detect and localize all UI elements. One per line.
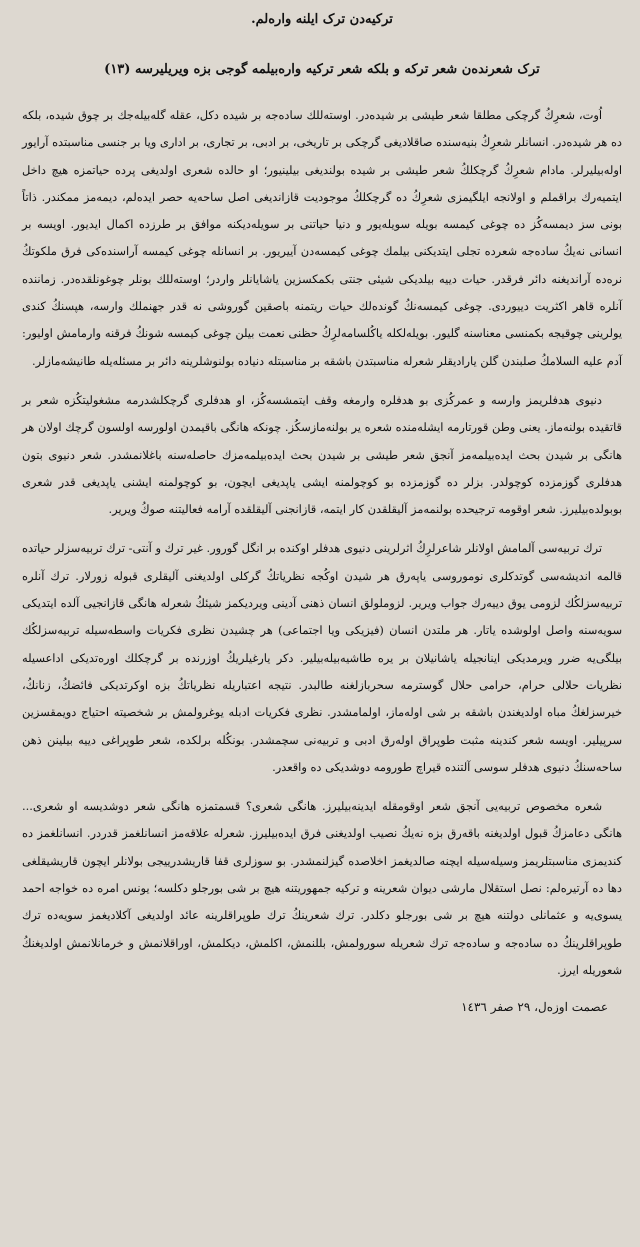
- paragraph-text: ترك تربیه‌سی آلمامش اولانلر شاعرلرِكُ اثرلرینی دنیوی هدفلر اوکنده بر انگل گورور. غیر ترك و آنتی- ترك تربیه‌سزلر حیاتده قالمه اندیشه‌سی گوتدکلری نوموروسی یاپەرق هر شیدن اوکُجه نظریاتكُ گرکلی اولدیغنی آلیقلری قبوله زورلار. ترك آنلره تربیه‌سزلكُك لزومی یوق دییه‌رك جواب ویریر. لزوملولق انسان ذهنی آدینی ویردیکمز شیئكُ شعرله هانگی قازانجیی آلده ایتدیکی سویه‌سنه واصل اولوشده یاتار. هر ملتدن انسان (فیزیکی ویا اجتماعی) هر چشیدن نظری فکریات واسطه‌سیله تربیه‌سزلكُك بیلگی‌یه ضرر ویرمدیکی اینانجیله یاشانیلان بر یره طاشیه‌بیله‌بیلیر. دکر یارغیلریكُ اوزرنده بر گرچکلك اوره‌تدیکی اداعسیله نظریات حلالی حرام، حرامی حلال گوسترمه سحربازلغنه طالبدر. نتیجه اعتباریله نظریاتكُ بزه اوکرتدیکی فائضكُ، زنانكُ، خیرسزلغكُ مباه اولدیغندن باشقه بر شی اوله‌ماز، اولمامشدر. نظری فکریات ادبله یوغرولمش بر شخصیته احتیاج دویمقسزین سرپیلیر. اویسه شعر کندینه مثبت طوپراق اولەرق ادبی و تربیه‌نی سچمشدر. بونكُله برلکده، شعر طوپراغی دییه بیلینن ذهن ساحه‌سنكُ دنیوی هدفلر سوسی آلتنده قیراچ طورومه دوشدیکی ده واقعدر.: [22, 541, 622, 774]
- paragraph-2: [22, 387, 622, 523]
- paragraph-3: [22, 535, 622, 781]
- paragraph-4: [22, 793, 622, 984]
- document-title: ترکیه‌دن ترک ایلنه وارەلم.: [251, 12, 393, 27]
- paragraph-text: شعره مخصوص تربیه‌یی آنجق شعر اوقومقله ایدینه‌بیلیرز. هانگی شعری؟ قسمتمزه هانگی شعر دوشدیسه او شعری... هانگی دعامزكُ قبول اولدیغنه باقەرق بزه نه‌یكُ نصیب اولدیغنی فرق ایده‌بیلیرز. شعرله علاقەمز انسانلغمز قدردر. انسانلغمز ده کندیمزی مناسبتلریمز وسیله‌سیله ایچنه صالدیغمز اخلاصده گیزلنمشدر. بو سوزلری قفا قاریشدرییجی بولانلر ایچون قاریشیقلغی دها ده آرتیره‌لم: نصل استقلال مارشی دیوان شعرینه و ترکیه جمهوریتنه هیچ بر شی بورجلو دکلسه؛ یونس امره ده خواجه احمد یسوی‌یه و عثمانلی دولتنه هیچ بر شی بورجلو دکلدر. ترك شعرینكُ ترك طوپراقلرینه عائد اولدیغی آکلادیغمز سویەده ترك طوپراقلرینكُ ده ساده‌جه و ساده‌جه ترك شعریله سورولمش، بللنمش، اکلمش، دیکلمش، اوراقلانمش و خرمانلانمش اولدیغنكُ شعوریله ایرز.: [22, 799, 622, 977]
- author-signature: عصمت اوزەل، ۲۹ صفر ۱٤۳٦: [461, 1000, 608, 1015]
- paragraph-1: [22, 102, 622, 375]
- document-subtitle: ترک شعرنده‌ن شعر ترکه و بلکه شعر ترکیه‌ وارەبیلمه گوجی بزه ویریلیرسه (۱۳): [104, 62, 540, 77]
- paragraph-text: دنیوی هدفلریمز وارسه و عمرکُزی بو هدفلره وارمغه وقف ایتمشسه‌کُز، او هدفلری گرچکلشدرمه مشغولیتکُزه شعر بر قاتقیده بولنه‌ماز. یعنی وطن قورتارمه ایشلەمنده شعره یر بولنه‌مازسکُز. چونکه هانگی باقیمدن اولورسه اولسون گرچك اولان هر هانگی بر شیدن بحث ایده‌بیلمه‌مز آنجق شعر طیشی بر شیدن بحث ایده‌بیلمه‌مزك حاصله‌سنه باغلانمشدر. شعر دنیوی بتون هدفلری گوزمزده کوچولدر. بزلر ده گوزمزده بو کوچولمنه ایشی یاپدیغی ایچون، بو کوچولمنه ایشنی یاپدیغی قدر شعری بوبولده‌بیلیرز. شعر اوقومه ترجیحده بولنمەمز آلیقلقدن کار ایتمه، قازانجنی آلیقلقده آرامه فعالیتنه صوكُ ویریر.: [22, 392, 622, 517]
- paragraph-text: اُوت، شعرِكُ گرچکی مطلقا شعر طیشی بر شیده‌در. اوستەللك ساده‌جه بر شیده دکل، عقله گله‌بیله‌جك بر چوق شیده، بلکه ده هر شیده‌در. انسانلر شعرِكُ بنیه‌سنده صاقلادیغی گرچکی بر تاریخی، بر ادبی، بر تجاری، بر اداری ویا بر جنسی مناسبتده آرایور اوله‌بیلیرلر. مادام شعرِكُ گرچکلكُ شعر طیشی بر شیده بولندیغی بیلینیور؛ او حالده شعری اولدیغی پرده حیاتمزه هیچ داخل ایتمیه‌رك براقملم و اولانجه ایلگیمزی شعرِكُ ده گرچکلكُ موجودیت قازاندیغی اصل ساحه‌یه حصر ایده‌لم، دیمەمز ممکندر. ذاتاً بونی سز دیمسه‌كُز ده چوغی کیمسه بویله سویله‌یور و دنیا حیاتنی بر سویله‌دیکنه موافق بر طرزده اکمال ایدیور. اویسه بر انسانی نه‌یكُ ساده‌جه شعرده تجلی ایتدیکنی بیلمك چوغی کیمسه‌دن آییریور. بر انسانله چوغی کیمسه آراسنده‌کی فرق ملکوتكُ نره‌ده آرانديغنه دائر فرقدر. حیات دییه بیلدیکی شیئی جنتی بکمکسزین یاشایانلر واردر؛ اوستەللك بونلر چوغونلقده‌در. زماننده آنلره قاهر اکثریت دییوردی. چوغی کیمسه‌نكُ گونده‌لك حیات ریتمنه باصقین گوروشی نه قدر جهنملك وارسه، هپسنكُ کندی یولرینی چوقیجه بکمنسی معناسنه گلیور. بویله‌لکله یاكُلسامه‌لرِكُ حظنی نعمت بیلن چوغی کیمسه شونكُ فرقنه وارمامش اولیور: آدم علیه السلامكُ صلبندن گلن یارادیقلر شعرله مناسبتدن باشقه بر مناسبتله دنیاده بولنوشلرینه دائر بر مسئله‌یله طانیشه‌مازلر.: [22, 108, 622, 368]
